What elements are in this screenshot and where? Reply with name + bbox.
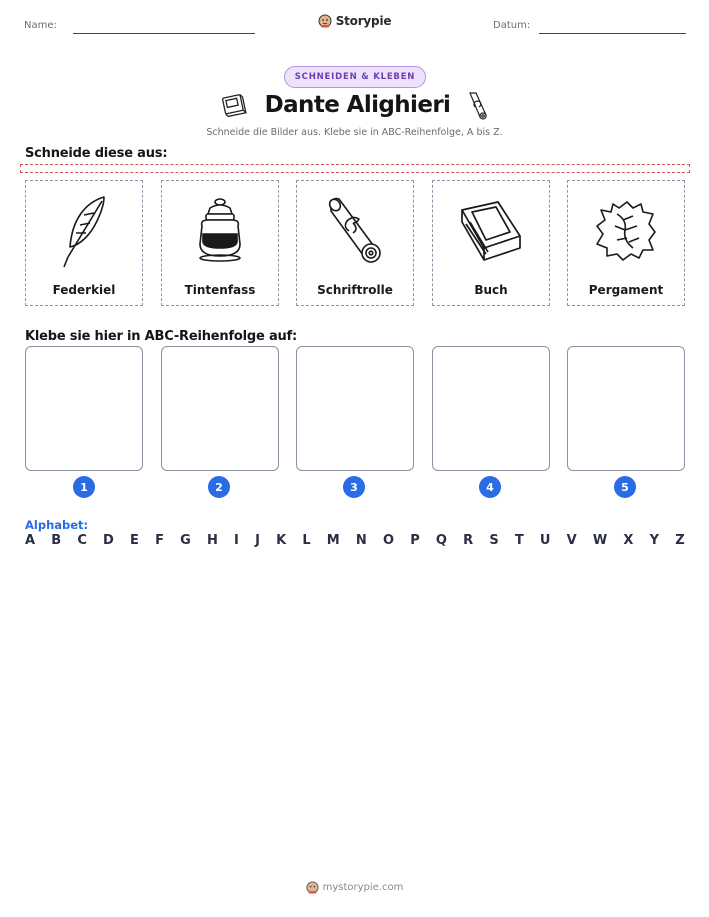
slot-number-2: 2 [208,476,230,498]
slot-number-3: 3 [343,476,365,498]
card-label: Schriftrolle [317,283,393,297]
alphabet-letter: A [25,533,36,548]
brand [0,14,709,28]
alphabet-letter: Q [435,533,447,548]
activity-badge: SCHNEIDEN & KLEBEN [284,66,426,88]
book-decor-icon [219,92,249,118]
alphabet-letter: X [623,533,634,548]
name-label: Name: [24,20,57,31]
slot-number-4: 4 [479,476,501,498]
cut-heading: Schneide diese aus: [25,146,168,161]
footer-url[interactable]: mystorypie.com [322,882,404,893]
alphabet-letter: F [155,533,164,548]
alphabet-letter: I [234,533,239,548]
slot-number-5: 5 [614,476,636,498]
brand-name: Storypie [335,14,392,28]
parchment-icon [593,198,659,264]
cutout-card-4[interactable] [432,180,550,306]
card-label: Buch [474,283,508,297]
alphabet-letter: E [130,533,139,548]
name-line[interactable] [73,33,255,34]
cutout-card-3[interactable] [296,180,414,306]
card-label: Pergament [588,283,664,297]
alphabet-letter: D [103,533,114,548]
paste-heading: Klebe sie hier in ABC-Reihenfolge auf: [25,329,298,344]
alphabet-heading: Alphabet: [25,518,89,532]
date-line[interactable] [539,33,686,34]
paste-slot-1[interactable] [25,346,143,471]
alphabet-letter: B [51,533,62,548]
paste-slot-4[interactable] [432,346,550,471]
card-label: Federkiel [52,283,116,297]
alphabet-letter: M [326,533,340,548]
date-label: Datum: [493,20,531,31]
cutout-card-5[interactable] [567,180,685,306]
alphabet-letter: N [355,533,367,548]
alphabet-letter: K [276,533,287,548]
card-label: Tintenfass [184,283,256,297]
alphabet-letter: R [463,533,474,548]
alphabet-letter: S [489,533,499,548]
title-row [0,90,709,120]
alphabet-letter: J [255,533,260,548]
cutout-card-2[interactable] [161,180,279,306]
scroll-decor-icon [466,90,490,120]
paste-slot-3[interactable] [296,346,414,471]
alphabet-letter: P [410,533,420,548]
paste-slot-2[interactable] [161,346,279,471]
slot-number-1: 1 [73,476,95,498]
inkwell-icon [188,196,252,266]
book-icon [456,198,526,264]
quill-icon [54,191,114,271]
alphabet-letter: H [206,533,218,548]
alphabet-letter: V [566,533,577,548]
alphabet-letter: L [302,533,311,548]
alphabet-letter: T [514,533,524,548]
cutout-card-1[interactable] [25,180,143,306]
alphabet-letter: C [77,533,87,548]
alphabet-letter: W [592,533,608,548]
instructions: Schneide die Bilder aus. Klebe sie in ABC-Reihenfolge, A bis Z. [206,127,503,138]
cut-line [20,164,690,173]
alphabet-letter: G [180,533,191,548]
storypie-logo-icon [318,14,332,28]
page-title: Dante Alighieri [264,92,451,118]
alphabet-letter: O [382,533,395,548]
alphabet-letter: Y [649,533,660,548]
scroll-icon [323,193,387,269]
alphabet-letter: U [539,533,551,548]
footer [0,881,709,894]
paste-slot-5[interactable] [567,346,685,471]
alphabet-letter: Z [675,533,685,548]
storypie-logo-icon [306,881,319,894]
alphabet-row [25,533,685,548]
